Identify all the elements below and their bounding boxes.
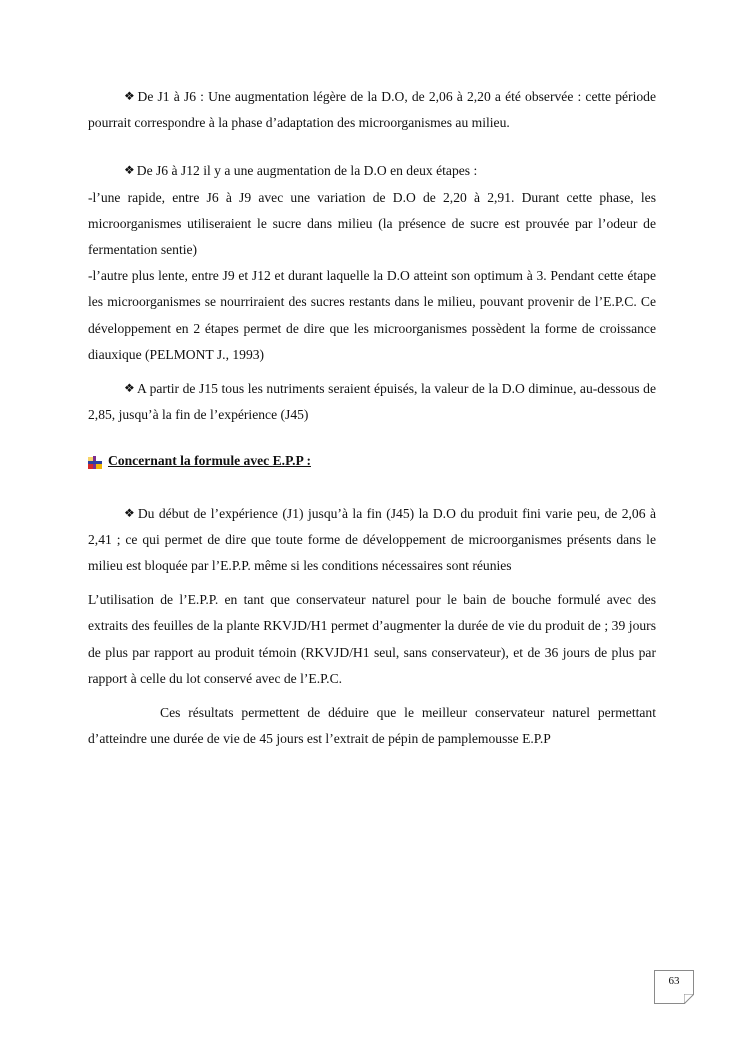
paragraph-j6-j12-intro: ❖ De J6 à J12 il y a une augmentation de la D.O en deux étapes : — [88, 158, 656, 184]
bullet-squares-icon — [88, 456, 102, 469]
page-number-box — [654, 970, 694, 1004]
page-number: 63 — [668, 975, 680, 987]
paragraph-epp-usage: L’utilisation de l’E.P.P. en tant que conservateur naturel pour le bain de bouche formulé avec des extraits des feuilles de la plante RKVJD/H1 permet d’augmenter la durée de vie du produit de ; 39 jours de plus par rapport au produit témoin (RKVJD/H1 seul, sans conservateur), et de 36 jours de plus par rapport à celle du lot conservé avec de l’E.P.C. — [88, 592, 656, 686]
document-body — [88, 84, 656, 752]
paragraph-j15: ❖ A partir de J15 tous les nutriments seraient épuisés, la valeur de la D.O diminue, au-dessous de 2,85, jusqu’à la fin de l’expérience (J45) — [88, 376, 656, 428]
paragraph-epp-results: ❖ Du début de l’expérience (J1) jusqu’à la fin (J45) la D.O du produit fini varie peu, de 2,06 à 2,41 ; ce qui permet de dire que toute forme de développement de microorganismes présents dans le milieu est bloquée par l’E.P.P. même si les conditions nécessaires sont réunies — [88, 501, 656, 580]
paragraph-slow-phase: -l’autre plus lente, entre J9 et J12 et durant laquelle la D.O atteint son optimum à 3. Pendant cette étape les microorganismes se nourriraient des sucres restants dans le milieu, pouvant provenir de l’E.P.C. Ce développement en 2 étapes permet de dire que les microorganismes possèdent la forme de croissance diauxique (PELMONT J., 1993) — [88, 268, 656, 362]
page-fold-icon — [684, 994, 694, 1004]
section-heading — [88, 448, 656, 474]
section-heading-text: Concernant la formule avec E.P.P : — [108, 453, 311, 469]
paragraph-rapid-phase: -l’une rapide, entre J6 à J9 avec une variation de D.O de 2,20 à 2,91. Durant cette phase, les microorganismes utiliseraient le sucre dans milieu (la présence de sucre est prouvée par l’odeur de fermentation sentie) — [88, 189, 656, 258]
paragraph-j1-j6: ❖ De J1 à J6 : Une augmentation légère de la D.O, de 2,06 à 2,20 a été observée : cette période pourrait correspondre à la phase d’adaptation des microorganismes au milieu. — [88, 84, 656, 136]
paragraph-conclusion: Ces résultats permettent de déduire que le meilleur conservateur naturel permettant d’atteindre une durée de vie de 45 jours est l’extrait de pépin de pamplemousse E.P.P — [88, 705, 656, 747]
